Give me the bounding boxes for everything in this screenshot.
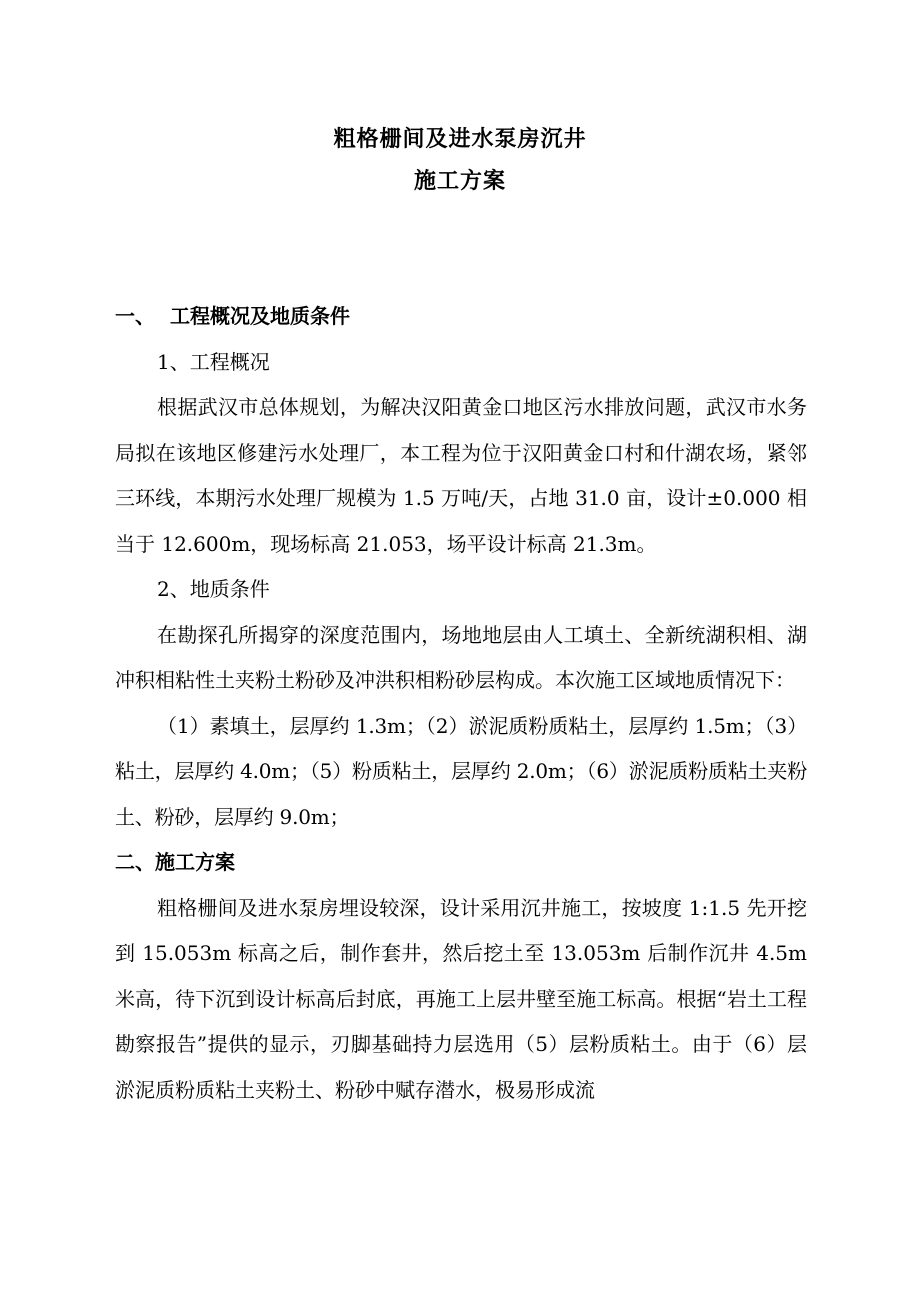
geology-paragraph: 在勘探孔所揭穿的深度范围内，场地地层由人工填土、全新统湖积相、湖冲积相粘性土夹粉土粉砂及冲洪积相粉砂层构成。本次施工区域地质情况下： — [115, 622, 807, 692]
section-2-heading: 二、施工方案 — [115, 850, 235, 874]
soil-layers-paragraph: （1）素填土，层厚约 1.3m；（2）淤泥质粉质粘土，层厚约 1.5m；（3）粘土，层厚约 4.0m；（5）粉质粘土，层厚约 2.0m；（6）淤泥质粉质粘土夹粉土、粉砂，层厚约 9.0m； — [115, 713, 807, 829]
construction-plan-paragraph: 粗格栅间及进水泵房埋设较深，设计采用沉井施工，按坡度 1:1.5 先开挖到 15.053m 标高之后，制作套井，然后挖土至 13.053m 后制作沉井 4.5m 米高，待下沉到设计标高后封底，再施工上层井壁至施工标高。根据“岩土工程勘察报告”提供的显示，刃脚基础持力层选用（5）层粉质粘土。由于（6）层淤泥质粉质粘土夹粉土、粉砂中赋存潜水，极易形成流 — [115, 895, 807, 1102]
section-1-title: 工程概况及地质条件 — [170, 304, 350, 328]
document-title: 粗格栅间及进水泵房沉井 — [333, 126, 587, 152]
section-1-heading — [115, 294, 807, 340]
project-overview-paragraph: 根据武汉市总体规划，为解决汉阳黄金口地区污水排放问题，武汉市水务局拟在该地区修建污水处理厂，本工程为位于汉阳黄金口村和什湖农场，紧邻三环线，本期污水处理厂规模为 1.5 万吨/天，占地 31.0 亩，设计±0.000 相当于 12.600m，现场标高 21.053，场平设计标高 21.3m。 — [115, 395, 807, 556]
subsection-1-label: 1、工程概况 — [157, 349, 270, 374]
document-subtitle: 施工方案 — [413, 168, 506, 194]
document-body — [115, 294, 807, 1113]
section-1-number: 一、 — [115, 304, 155, 328]
subsection-2-label: 2、地质条件 — [157, 577, 270, 601]
